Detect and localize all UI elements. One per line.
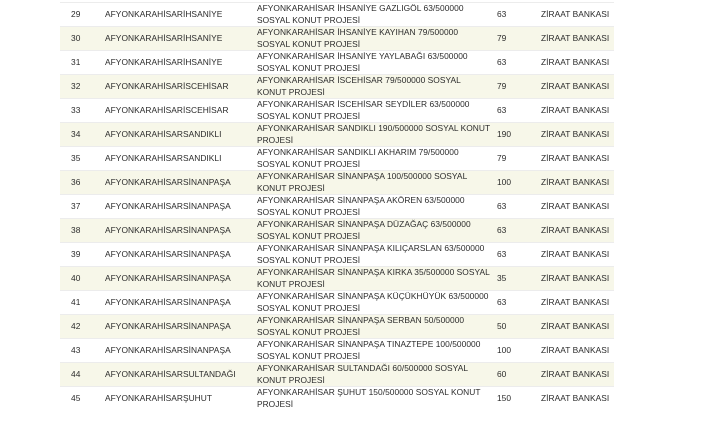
- project-name-cell: AFYONKARAHİSAR SİNANPAŞA KILIÇARSLAN 63/500000 SOSYAL KONUT PROJESİ: [257, 243, 494, 267]
- table-row: [60, 219, 614, 243]
- bank-cell: ZİRAAT BANKASI: [541, 195, 614, 219]
- project-name-cell: AFYONKARAHİSAR SİNANPAŞA DÜZAĞAÇ 63/500000 SOSYAL KONUT PROJESİ: [257, 219, 494, 243]
- housing-units-cell: 100: [494, 171, 541, 195]
- project-name-cell: AFYONKARAHİSAR SİNANPAŞA KÜÇÜKHÜYÜK 63/500000 SOSYAL KONUT PROJESİ: [257, 291, 494, 315]
- project-name-cell: AFYONKARAHİSAR SİNANPAŞA SERBAN 50/500000 SOSYAL KONUT PROJESİ: [257, 315, 494, 339]
- bank-cell: ZİRAAT BANKASI: [541, 339, 614, 363]
- table-row: [60, 195, 614, 219]
- project-name-cell: AFYONKARAHİSAR ŞUHUT 150/500000 SOSYAL KONUT PROJESİ: [257, 387, 494, 411]
- housing-units-cell: 79: [494, 27, 541, 51]
- province-cell: AFYONKARAHİSAR: [105, 339, 183, 363]
- row-number: 36: [60, 171, 105, 195]
- district-cell: SANDIKLI: [183, 123, 257, 147]
- project-name-cell: AFYONKARAHİSAR İSCEHİSAR SEYDİLER 63/500000 SOSYAL KONUT PROJESİ: [257, 99, 494, 123]
- row-number: 37: [60, 195, 105, 219]
- province-cell: AFYONKARAHİSAR: [105, 219, 183, 243]
- table-row: [60, 363, 614, 387]
- housing-units-cell: 63: [494, 3, 541, 27]
- bank-cell: ZİRAAT BANKASI: [541, 291, 614, 315]
- row-number: 43: [60, 339, 105, 363]
- province-cell: AFYONKARAHİSAR: [105, 267, 183, 291]
- project-name-cell: AFYONKARAHİSAR SİNANPAŞA AKÖREN 63/500000 SOSYAL KONUT PROJESİ: [257, 195, 494, 219]
- row-number: 38: [60, 219, 105, 243]
- bank-cell: ZİRAAT BANKASI: [541, 147, 614, 171]
- table-row: [60, 123, 614, 147]
- bank-cell: ZİRAAT BANKASI: [541, 51, 614, 75]
- district-cell: İSCEHİSAR: [183, 99, 257, 123]
- district-cell: İSCEHİSAR: [183, 75, 257, 99]
- district-cell: SİNANPAŞA: [183, 219, 257, 243]
- table-row: [60, 51, 614, 75]
- province-cell: AFYONKARAHİSAR: [105, 51, 183, 75]
- row-number: 42: [60, 315, 105, 339]
- project-name-cell: AFYONKARAHİSAR SANDIKLI AKHARIM 79/500000 SOSYAL KONUT PROJESİ: [257, 147, 494, 171]
- table-row: [60, 267, 614, 291]
- row-number: 39: [60, 243, 105, 267]
- bank-cell: ZİRAAT BANKASI: [541, 267, 614, 291]
- bank-cell: ZİRAAT BANKASI: [541, 99, 614, 123]
- province-cell: AFYONKARAHİSAR: [105, 315, 183, 339]
- project-name-cell: AFYONKARAHİSAR SİNANPAŞA KIRKA 35/500000 SOSYAL KONUT PROJESİ: [257, 267, 494, 291]
- project-name-cell: AFYONKARAHİSAR İHSANİYE GAZLIGÖL 63/500000 SOSYAL KONUT PROJESİ: [257, 3, 494, 27]
- table-row: [60, 75, 614, 99]
- table-row: [60, 27, 614, 51]
- district-cell: SANDIKLI: [183, 147, 257, 171]
- project-name-cell: AFYONKARAHİSAR İHSANİYE YAYLABAĞI 63/500000 SOSYAL KONUT PROJESİ: [257, 51, 494, 75]
- bank-cell: ZİRAAT BANKASI: [541, 3, 614, 27]
- housing-units-cell: 63: [494, 195, 541, 219]
- housing-units-cell: 150: [494, 387, 541, 411]
- district-cell: İHSANİYE: [183, 27, 257, 51]
- housing-units-cell: 63: [494, 51, 541, 75]
- project-name-cell: AFYONKARAHİSAR SANDIKLI 190/500000 SOSYAL KONUT PROJESİ: [257, 123, 494, 147]
- row-number: 44: [60, 363, 105, 387]
- district-cell: SİNANPAŞA: [183, 291, 257, 315]
- province-cell: AFYONKARAHİSAR: [105, 363, 183, 387]
- project-name-cell: AFYONKARAHİSAR İHSANİYE KAYIHAN 79/500000 SOSYAL KONUT PROJESİ: [257, 27, 494, 51]
- table-row: [60, 291, 614, 315]
- bank-cell: ZİRAAT BANKASI: [541, 315, 614, 339]
- row-number: 34: [60, 123, 105, 147]
- district-cell: SİNANPAŞA: [183, 195, 257, 219]
- province-cell: AFYONKARAHİSAR: [105, 99, 183, 123]
- project-name-cell: AFYONKARAHİSAR İSCEHİSAR 79/500000 SOSYAL KONUT PROJESİ: [257, 75, 494, 99]
- bank-cell: ZİRAAT BANKASI: [541, 123, 614, 147]
- housing-units-cell: 63: [494, 243, 541, 267]
- table-body: [60, 3, 614, 411]
- province-cell: AFYONKARAHİSAR: [105, 123, 183, 147]
- table-row: [60, 3, 614, 27]
- province-cell: AFYONKARAHİSAR: [105, 27, 183, 51]
- row-number: 29: [60, 3, 105, 27]
- table-row: [60, 147, 614, 171]
- bank-cell: ZİRAAT BANKASI: [541, 243, 614, 267]
- province-cell: AFYONKARAHİSAR: [105, 243, 183, 267]
- province-cell: AFYONKARAHİSAR: [105, 387, 183, 411]
- housing-units-cell: 35: [494, 267, 541, 291]
- province-cell: AFYONKARAHİSAR: [105, 75, 183, 99]
- table-row: [60, 387, 614, 411]
- bank-cell: ZİRAAT BANKASI: [541, 219, 614, 243]
- housing-units-cell: 60: [494, 363, 541, 387]
- row-number: 30: [60, 27, 105, 51]
- row-number: 31: [60, 51, 105, 75]
- district-cell: SİNANPAŞA: [183, 243, 257, 267]
- housing-units-cell: 79: [494, 75, 541, 99]
- table-row: [60, 315, 614, 339]
- housing-units-cell: 100: [494, 339, 541, 363]
- housing-units-cell: 63: [494, 291, 541, 315]
- district-cell: İHSANİYE: [183, 51, 257, 75]
- province-cell: AFYONKARAHİSAR: [105, 195, 183, 219]
- district-cell: SİNANPAŞA: [183, 267, 257, 291]
- row-number: 35: [60, 147, 105, 171]
- district-cell: SİNANPAŞA: [183, 171, 257, 195]
- bank-cell: ZİRAAT BANKASI: [541, 75, 614, 99]
- project-name-cell: AFYONKARAHİSAR SİNANPAŞA TINAZTEPE 100/500000 SOSYAL KONUT PROJESİ: [257, 339, 494, 363]
- table-row: [60, 243, 614, 267]
- province-cell: AFYONKARAHİSAR: [105, 171, 183, 195]
- housing-units-cell: 79: [494, 147, 541, 171]
- project-name-cell: AFYONKARAHİSAR SİNANPAŞA 100/500000 SOSYAL KONUT PROJESİ: [257, 171, 494, 195]
- province-cell: AFYONKARAHİSAR: [105, 3, 183, 27]
- table-row: [60, 171, 614, 195]
- district-cell: İHSANİYE: [183, 3, 257, 27]
- row-number: 41: [60, 291, 105, 315]
- district-cell: SİNANPAŞA: [183, 339, 257, 363]
- district-cell: ŞUHUT: [183, 387, 257, 411]
- housing-units-cell: 50: [494, 315, 541, 339]
- row-number: 32: [60, 75, 105, 99]
- table-row: [60, 99, 614, 123]
- row-number: 33: [60, 99, 105, 123]
- district-cell: SULTANDAĞI: [183, 363, 257, 387]
- housing-units-cell: 63: [494, 219, 541, 243]
- housing-projects-table: [60, 2, 614, 411]
- project-name-cell: AFYONKARAHİSAR SULTANDAĞI 60/500000 SOSYAL KONUT PROJESİ: [257, 363, 494, 387]
- row-number: 45: [60, 387, 105, 411]
- table-row: [60, 339, 614, 363]
- province-cell: AFYONKARAHİSAR: [105, 147, 183, 171]
- bank-cell: ZİRAAT BANKASI: [541, 171, 614, 195]
- bank-cell: ZİRAAT BANKASI: [541, 27, 614, 51]
- housing-units-cell: 63: [494, 99, 541, 123]
- province-cell: AFYONKARAHİSAR: [105, 291, 183, 315]
- bank-cell: ZİRAAT BANKASI: [541, 387, 614, 411]
- bank-cell: ZİRAAT BANKASI: [541, 363, 614, 387]
- row-number: 40: [60, 267, 105, 291]
- district-cell: SİNANPAŞA: [183, 315, 257, 339]
- housing-units-cell: 190: [494, 123, 541, 147]
